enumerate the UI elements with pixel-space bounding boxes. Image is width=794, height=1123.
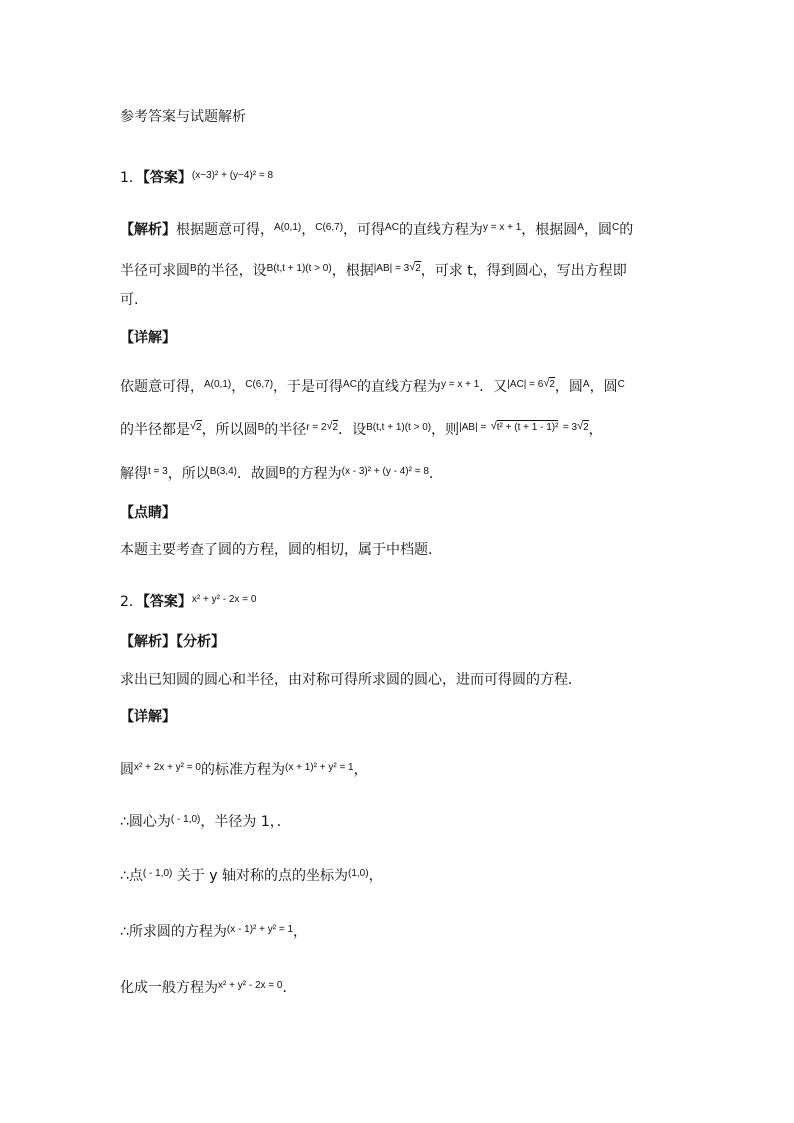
q1-analysis-line-1: 【解析】根据题意可得，$^{A(0,1)}$，$^{C(6,7)}$，可得$^{AC}$的直线方程为$^{y = x + 1}$，根据圆$^A$，圆$^C$的: [120, 222, 634, 238]
q2-step-4: ∴所求圆的方程为$^{(x - 1)^2 + y^2 = 1}$，: [120, 924, 308, 940]
q2-step-3: ∴点$^{( - 1,0)}$ 关于 y 轴对称的点的坐标为$^{(1,0)}$，: [120, 868, 383, 884]
q1-comment: 本题主要考查了圆的方程，圆的相切，属于中档题.: [120, 542, 433, 558]
q2-analysis: 求出已知圆的圆心和半径，由对称可得所求圆的圆心，进而可得圆的方程．: [120, 672, 582, 688]
sqrt-radical: √ 2: [577, 420, 589, 433]
q1-answer-line: 1．【答案】$^{(x-3)^2 + (y-4)^2 = 8}$: [120, 170, 274, 186]
q2-step-5: 化成一般方程为$^{x^2 + y^2 - 2x = 0}$．: [120, 980, 297, 996]
q1-analysis-line-2: 半径可求圆$^B$的半径，设$^{B(t,t + 1)(t > 0)}$，根据$^{|AB| = 3}$ √ 2，可求 t，得到圆心，写出方程即: [120, 261, 627, 279]
sqrt-radical: √ 2: [543, 377, 555, 390]
q1-answer-math: (x−3)² + (y−4)² = 8: [191, 170, 274, 181]
q2-step-1: 圆$^{x^2 + 2x + y^2 = 0}$的标准方程为$^{(x + 1)^2 + y^2 = 1}$，: [120, 762, 368, 778]
q1-detail-line-3: 解得$^{t = 3}$，所以$^{B(3,4)}$．故圆$^B$的方程为$^{(x - 3)^2 + (y - 4)^2 = 8}$．: [120, 466, 443, 482]
q2-answer-math: x² + y² - 2x = 0: [191, 594, 257, 605]
q1-detail-line-2: 的半径都是 √ 2，所以圆$^B$的半径$^{r = 2}$ √ 2．设$^{B(t,t + 1)(t > 0)}$，则$^{|AB| =}$ √ t² + (t + 1 - 1)² $^{= 3}$ √ 2，: [120, 420, 603, 438]
sqrt-radical: √ 2: [409, 261, 421, 274]
q1-analysis-line-3: 可.: [120, 292, 139, 308]
q1-detail-tag: 【详解】: [120, 330, 176, 346]
q1-detail-line-1: 依题意可得，$^{A(0,1)}$，$^{C(6,7)}$，于是可得$^{AC}$的直线方程为$^{y = x + 1}$．又$^{|AC| = 6}$ √ 2，圆$^A$，圆$^C$: [120, 377, 625, 395]
q2-step-2: ∴圆心为$^{( - 1,0)}$，半径为 1，．: [120, 814, 291, 830]
page-heading: 参考答案与试题解析: [120, 109, 246, 125]
q1-comment-tag: 【点睛】: [120, 505, 176, 521]
sqrt-radical: √ t² + (t + 1 - 1)²: [490, 420, 559, 433]
sqrt-radical: √ 2: [326, 420, 339, 433]
q2-answer-line: 2．【答案】$^{x^2 + y^2 - 2x = 0}$: [120, 594, 257, 610]
q2-detail-tag: 【详解】: [120, 709, 176, 725]
sqrt-radical: √ 2: [190, 420, 202, 433]
q2-analysis-tag: 【解析】【分析】: [120, 634, 225, 650]
